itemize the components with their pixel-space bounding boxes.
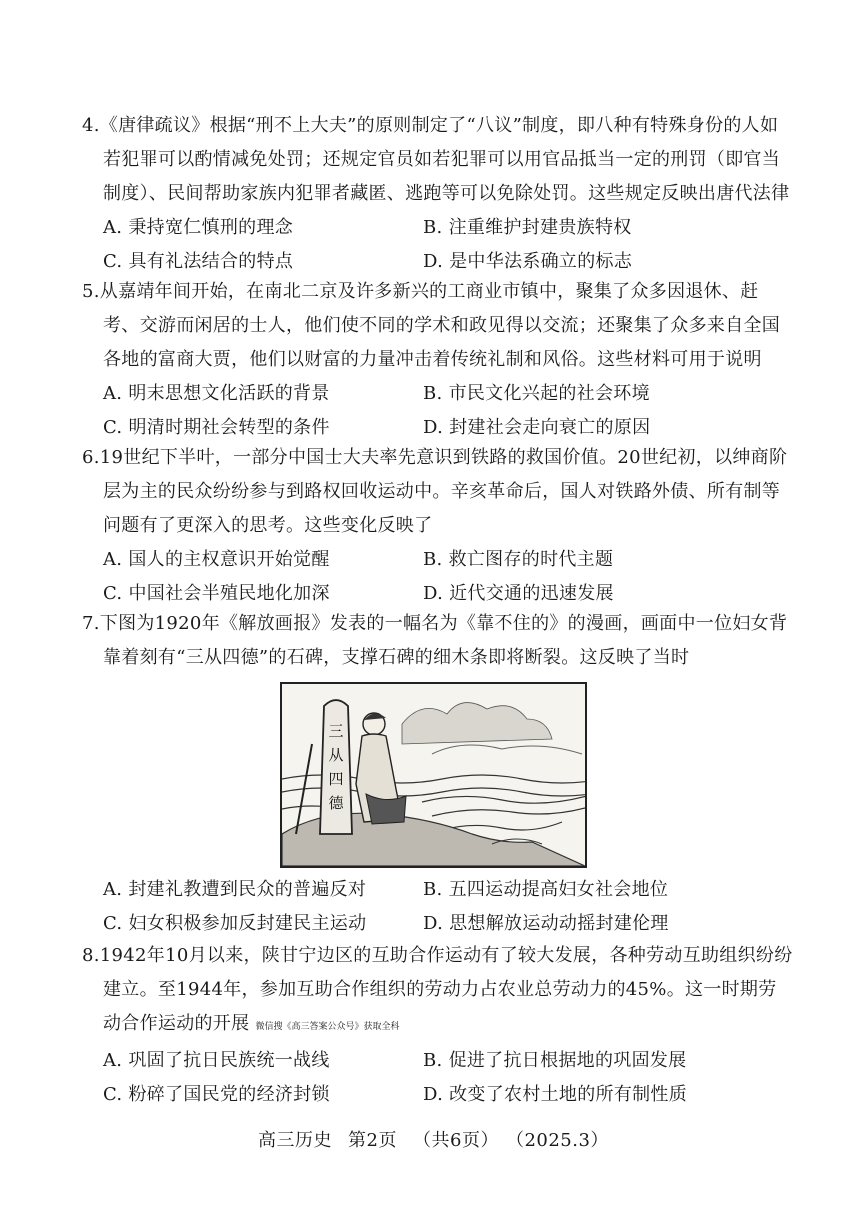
option-a[interactable]: A. 封建礼教遭到民众的普遍反对	[103, 879, 367, 900]
option-a[interactable]: A. 巩固了抗日民族统一战线	[103, 1050, 330, 1071]
question-text: 从嘉靖年间开始，在南北二京及许多新兴的工商业市镇中，聚集了众多因退休、赶考、交游而闲居的士人，他们使不同的学术和政见得以交流；还聚集了众多来自全国各地的富商大贾，他们以财富的力量冲击着传统礼制和风俗。这些材料可用于说明	[99, 281, 781, 370]
question-number: 8.	[82, 945, 100, 966]
footer-date: （2025.3）	[514, 1130, 609, 1151]
option-c[interactable]: C. 中国社会半殖民地化加深	[103, 583, 330, 604]
options-row	[103, 873, 794, 907]
question-6	[82, 441, 794, 611]
option-c[interactable]: C. 具有礼法结合的特点	[103, 251, 294, 272]
question-number: 6.	[82, 447, 100, 468]
option-a[interactable]: A. 明末思想文化活跃的背景	[103, 383, 330, 404]
options-row	[103, 211, 794, 245]
question-text: 下图为1920年《解放画报》发表的一幅名为《靠不住的》的漫画，画面中一位妇女背靠着刻有“三从四德”的石碑，支撑石碑的细木条即将断裂。这反映了当时	[99, 613, 788, 668]
options-row	[103, 577, 794, 611]
option-d[interactable]: D. 近代交通的迅速发展	[423, 583, 614, 604]
cartoon-figure	[280, 682, 587, 868]
question-5	[82, 275, 794, 445]
stele-char: 四	[328, 770, 344, 788]
options-row	[103, 377, 794, 411]
option-d[interactable]: D. 思想解放运动动摇封建伦理	[423, 913, 669, 934]
option-d[interactable]: D. 是中华法系确立的标志	[423, 251, 633, 272]
option-b[interactable]: B. 五四运动提高妇女社会地位	[423, 879, 669, 900]
question-stem	[82, 441, 794, 543]
question-8	[82, 939, 794, 1112]
question-stem	[82, 939, 794, 1044]
option-c[interactable]: C. 妇女积极参加反封建民主运动	[103, 913, 367, 934]
option-c[interactable]: C. 明清时期社会转型的条件	[103, 417, 330, 438]
question-7	[82, 607, 794, 675]
question-text: 1942年10月以来，陕甘宁边区的互助合作运动有了较大发展，各种劳动互助组织纷纷建立。至1944年，参加互助合作组织的劳动力占农业总劳动力的45%。这一时期劳动合作运动的开展	[99, 945, 793, 1034]
option-b[interactable]: B. 促进了抗日根据地的巩固发展	[423, 1050, 687, 1071]
option-b[interactable]: B. 救亡图存的时代主题	[423, 549, 614, 570]
option-b[interactable]: B. 市民文化兴起的社会环境	[423, 383, 650, 404]
options-row	[103, 245, 794, 279]
option-a[interactable]: A. 秉持宽仁慎刑的理念	[103, 217, 294, 238]
option-c[interactable]: C. 粉碎了国民党的经济封锁	[103, 1084, 330, 1105]
footer-total: （共6页）	[413, 1130, 499, 1151]
question-stem	[82, 275, 794, 377]
question-number: 7.	[82, 613, 100, 634]
options-row	[103, 1078, 794, 1112]
question-7-options	[82, 873, 794, 941]
option-b[interactable]: B. 注重维护封建贵族特权	[423, 217, 632, 238]
options-row	[103, 1044, 794, 1078]
watermark-note: 微信搜《高三答案公众号》获取全科	[255, 1022, 400, 1032]
stele-char: 三	[328, 722, 344, 740]
stele-char: 从	[328, 746, 344, 764]
question-stem	[82, 607, 794, 675]
option-d[interactable]: D. 封建社会走向衰亡的原因	[423, 417, 651, 438]
options-row	[103, 411, 794, 445]
options-row	[103, 543, 794, 577]
footer-page: 第2页	[348, 1130, 397, 1151]
option-a[interactable]: A. 国人的主权意识开始觉醒	[103, 549, 330, 570]
question-text: 《唐律疏议》根据“刑不上大夫”的原则制定了“八议”制度，即八种有特殊身份的人如若犯罪可以酌情减免处罚；还规定官员如若犯罪可以用官品抵当一定的刑罚（即官当制度）、民间帮助家族内犯罪者藏匿、逃跑等可以免除处罚。这些规定反映出唐代法律	[99, 115, 790, 204]
stele-char: 德	[328, 794, 344, 812]
question-stem	[82, 109, 794, 211]
option-d[interactable]: D. 改变了农村土地的所有制性质	[423, 1084, 688, 1105]
question-number: 4.	[82, 115, 100, 136]
page-footer	[0, 1126, 867, 1152]
options-row	[103, 907, 794, 941]
cartoon-drawing	[282, 684, 585, 866]
question-number: 5.	[82, 281, 100, 302]
question-text: 19世纪下半叶，一部分中国士大夫率先意识到铁路的救国价值。20世纪初，以绅商阶层为主的民众纷纷参与到路权回收运动中。辛亥革命后，国人对铁路外债、所有制等问题有了更深入的思考。这些变化反映了	[99, 447, 788, 536]
question-4	[82, 109, 794, 279]
footer-subject: 高三历史	[258, 1130, 333, 1151]
